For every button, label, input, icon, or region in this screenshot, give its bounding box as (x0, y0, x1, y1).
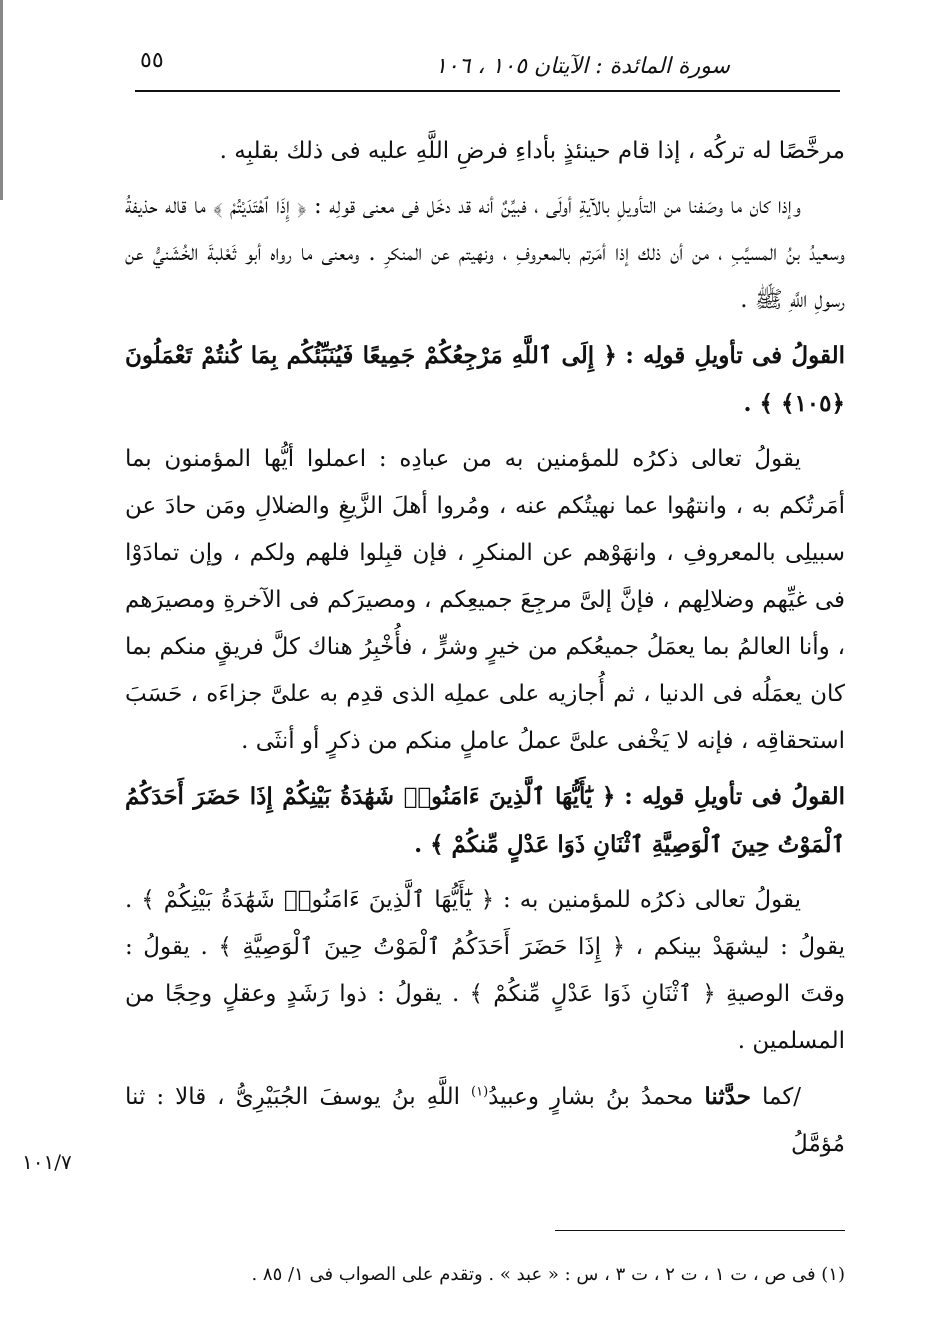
paragraph-text: ما قاله حذيفةُ وسعيدُ بنُ المسيَّبِ ، من أن ذلك إذا أمَرتم بالمعروفِ ، ونهيتم عن المنكرِ . ومعنى ما رواه أبو ثَعْلبةَ الخُشَنيُّ عن رسولِ اللَّهِ ﷺ . (125, 193, 845, 313)
main-text (125, 128, 845, 1176)
paragraph (125, 183, 845, 324)
page-header (130, 48, 840, 88)
heading-label: القولُ فى تأويلِ قولِه : (624, 783, 845, 810)
running-head: سورة المائدة : الآيتان ١٠٥ ، ١٠٦ (434, 54, 730, 79)
paragraph (125, 877, 845, 1065)
paragraph-text: وإذا كان ما وصَفنا من التأويلِ بالآيةِ أولَى ، فبيِّنٌ أنه قد دخَل فى معنى قولِه : (314, 193, 801, 219)
paragraph (125, 436, 845, 765)
paragraph-text: /كما (762, 1084, 802, 1110)
paragraph-text: . يقولُ : وقتَ الوصيةِ (125, 934, 845, 1007)
header-rule (135, 90, 840, 92)
section-heading (125, 332, 845, 428)
heading-label: القولُ فى تأويلِ قولِه : (625, 342, 845, 369)
quran-quote: ﴿ ٱثْنَانِ ذَوَا عَدْلٍ مِّنكُمْ ﴾ (469, 981, 716, 1007)
quran-quote: ﴿ يَٰٓأَيُّهَا ٱلَّذِينَ ءَامَنُوا۟ شَهَٰدَةُ بَيْنِكُمْ ﴾ (141, 887, 495, 913)
paragraph-text: محمدُ بنُ بشارٍ وعبيدُ (488, 1084, 694, 1110)
paragraph-text: يقولُ تعالى ذكرُه للمؤمنين به : (503, 887, 802, 913)
footnote: (١) فى ص ، ت ١ ، ت ٢ ، ت ٣ ، س : « عبد » . وتقدم على الصواب فى ١/ ٨٥ . (251, 1264, 845, 1285)
quran-verse: ﴿ يَٰٓأَيُّهَا ٱلَّذِينَ ءَامَنُوا۟ شَهَٰدَةُ بَيْنِكُمْ إِذَا حَضَرَ أَحَدَكُمُ ٱلْمَوْتُ حِينَ ٱلْوَصِيَّةِ ٱثْنَانِ ذَوَا عَدْلٍ مِّنكُمْ ﴾ . (125, 783, 845, 858)
margin-reference: ١٠١/٧ (22, 1150, 72, 1174)
paragraph-text: . يقولُ : ليشهَدْ بينكم ، (125, 887, 846, 960)
quran-verse: ﴿ إِلَى ٱللَّهِ مَرْجِعُكُمْ جَمِيعًا فَيُنَبِّئُكُم بِمَا كُنتُمْ تَعْمَلُونَ ﴿١٠٥﴾ ﴾ . (125, 342, 845, 417)
paragraph (125, 128, 845, 175)
paragraph-text: يقولُ تعالى ذكرُه للمؤمنين به من عبادِه : اعملوا أيُّها المؤمنون بما أمَرتُكم به ، وانتهُوا عما نهيتُكم عنه ، ومُروا أهلَ الزَّيغِ والضلالِ ومَن حادَ عن سبيلِى بالمعروفِ ، وانهَوْهم عن المنكرِ ، فإن قبِلوا فلهم ولكم ، وإن تمادَوْا فى غيِّهم وضلالِهم ، فإنَّ إلىَّ مرجِعَ جميعِكم ، ومصيرَكم فى الآخرةِ ومصيرَهم ، وأنا العالمُ بما يعمَلُ جميعُكم من خيرٍ وشرٍّ ، فأُخْبِرُ هناك كلَّ فريقٍ منكم بما كان يعمَلُه فى الدنيا ، ثم أُجازيه على عملِه الذى قدِم به علىَّ جزاءَه ، حَسَبَ استحقاقِه ، فإنه لا يَخْفى علىَّ عملُ عاملٍ منكم من ذكرٍ أو أنثَى . (125, 446, 845, 754)
binding-edge (0, 0, 3, 200)
footnote-marker: (١) (471, 1084, 489, 1100)
footnote-rule (555, 1230, 845, 1231)
paragraph-text: مرخَّصًا له تركُه ، إذا قام حينئذٍ بأداءِ فرضِ اللَّهِ عليه فى ذلك بقلبِه . (219, 138, 845, 164)
paragraph-text: اللَّهِ بنُ يوسفَ الجُبَيْرِىُّ ، قالا : ثنا مُؤمَّلُ (125, 1084, 845, 1157)
section-heading (125, 773, 845, 869)
paragraph (125, 1073, 845, 1168)
quran-quote: ﴿ إِذَا حَضَرَ أَحَدَكُمُ ٱلْمَوْتُ حِينَ ٱلْوَصِيَّةِ ﴾ (218, 934, 626, 960)
quran-quote: ﴿ إِذَا ٱهْتَدَيْتُمْ ﴾ (213, 193, 307, 219)
page-number: ٥٥ (140, 48, 164, 73)
paragraph-text: . يقولُ : ذوا رَشَدٍ وعقلٍ وحِجًا من المسلمين . (125, 981, 845, 1054)
isnad-keyword: حدَّثنا (704, 1083, 752, 1110)
